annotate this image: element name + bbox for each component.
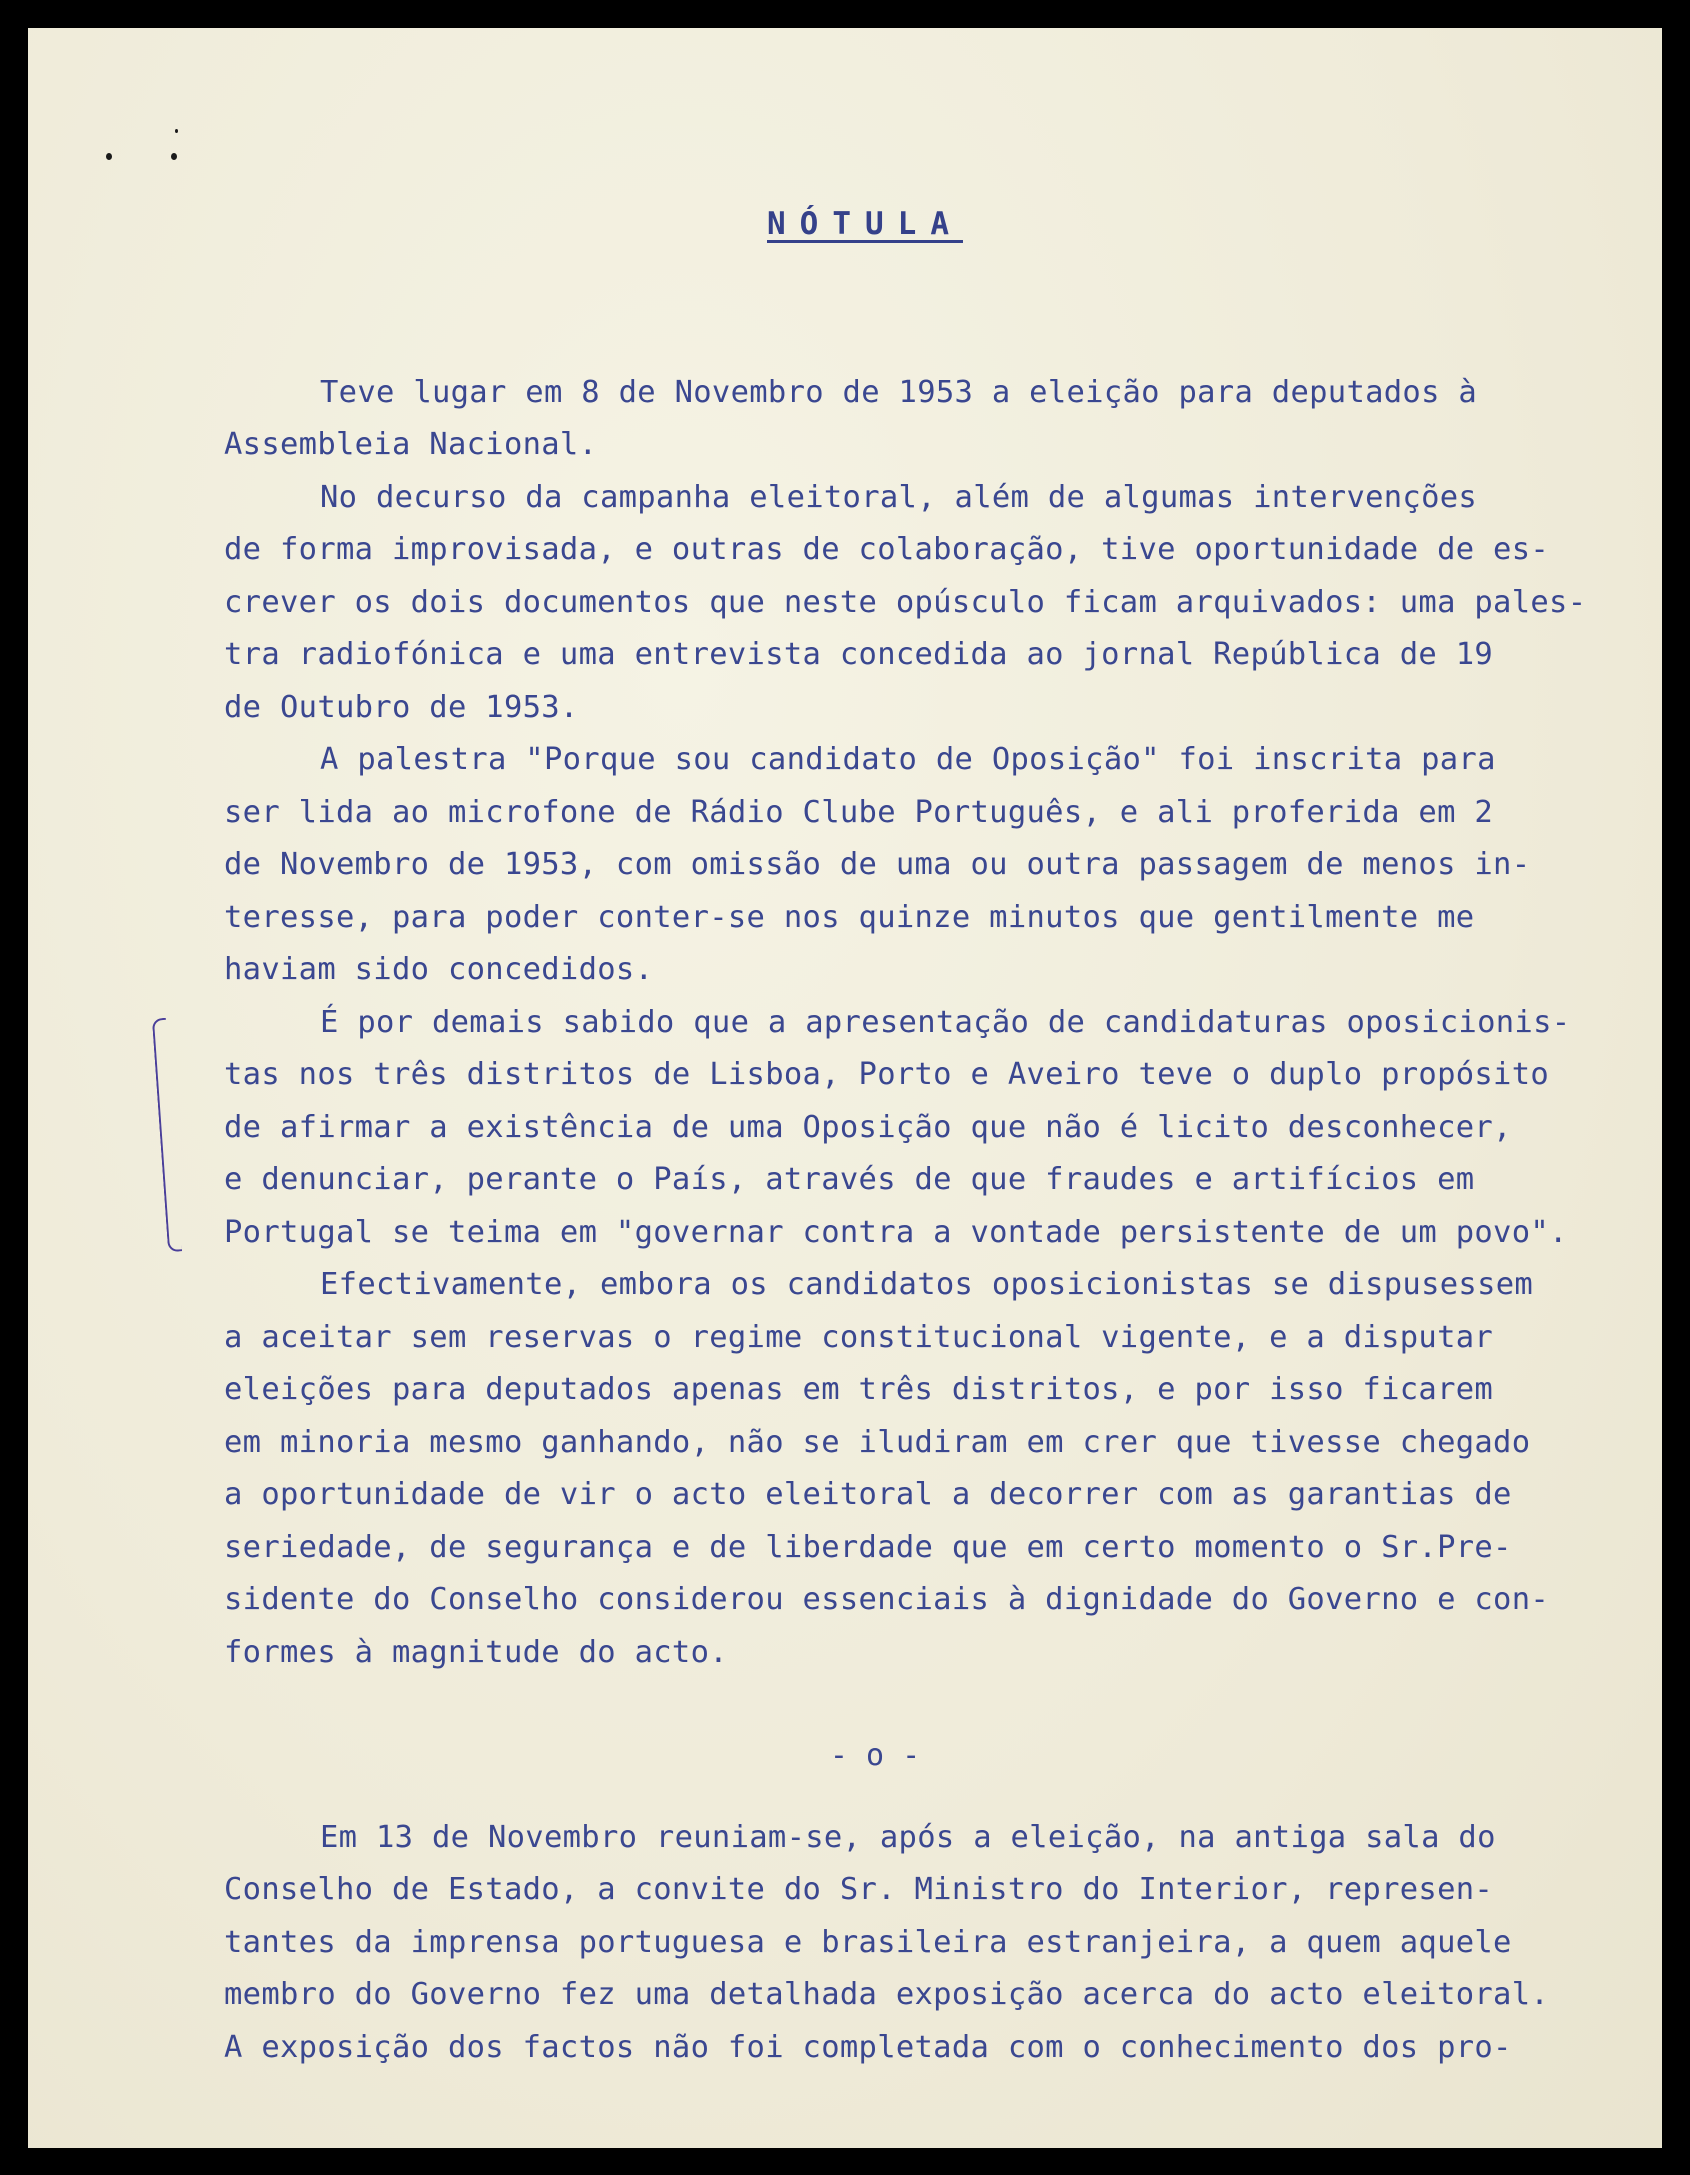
text-line: Teve lugar em 8 de Novembro de 1953 a eleição para deputados à (320, 375, 1478, 410)
text-line: Assembleia Nacional. (224, 427, 598, 462)
document-title: NÓTULA (767, 206, 963, 242)
text-line: de forma improvisada, e outras de colaboração, tive oportunidade de es- (224, 532, 1550, 567)
text-line: de afirmar a existência de uma Oposição que não é licito desconhecer, (224, 1110, 1512, 1145)
punch-marks (103, 123, 253, 173)
text-line: haviam sido concedidos. (224, 952, 654, 987)
text-line: e denunciar, perante o País, através de que fraudes e artifícios em (224, 1162, 1475, 1197)
text-line: Em 13 de Novembro reuniam-se, após a eleição, na antiga sala do (320, 1820, 1496, 1855)
text-line: teresse, para poder conter-se nos quinze minutos que gentilmente me (224, 900, 1475, 935)
text-line: de Outubro de 1953. (224, 690, 579, 725)
text-line: É por demais sabido que a apresentação de candidaturas oposicionis- (320, 1005, 1571, 1040)
text-line: A palestra "Porque sou candidato de Oposição" foi inscrita para (320, 742, 1496, 777)
text-line: tantes da imprensa portuguesa e brasileira estranjeira, a quem aquele (224, 1925, 1512, 1960)
text-line: membro do Governo fez uma detalhada exposição acerca do acto eleitoral. (224, 1977, 1550, 2012)
text-line: tra radiofónica e uma entrevista concedida ao jornal República de 19 (224, 637, 1494, 672)
text-line: a aceitar sem reservas o regime constitucional vigente, e a disputar (224, 1320, 1494, 1355)
text-line: Portugal se teima em "governar contra a vontade persistente de um povo". (224, 1215, 1568, 1250)
text-line: eleições para deputados apenas em três distritos, e por isso ficarem (224, 1372, 1494, 1407)
text-line: de Novembro de 1953, com omissão de uma ou outra passagem de menos in- (224, 847, 1531, 882)
margin-bracket-mark (152, 1018, 182, 1252)
document-page (28, 28, 1662, 2148)
section-divider: - o - (829, 1738, 921, 1773)
text-line: sidente do Conselho considerou essenciais à dignidade do Governo e con- (224, 1582, 1550, 1617)
text-line: A exposição dos factos não foi completada com o conhecimento dos pro- (224, 2030, 1512, 2065)
text-line: crever os dois documentos que neste opúsculo ficam arquivados: uma pales- (224, 585, 1587, 620)
text-line: Conselho de Estado, a convite do Sr. Ministro do Interior, represen- (224, 1872, 1494, 1907)
text-line: No decurso da campanha eleitoral, além de algumas intervenções (320, 480, 1478, 515)
text-line: seriedade, de segurança e de liberdade que em certo momento o Sr.Pre- (224, 1530, 1512, 1565)
text-line: tas nos três distritos de Lisboa, Porto e Aveiro teve o duplo propósito (224, 1057, 1550, 1092)
text-line: ser lida ao microfone de Rádio Clube Português, e ali proferida em 2 (224, 795, 1494, 830)
text-line: em minoria mesmo ganhando, não se iludiram em crer que tivesse chegado (224, 1425, 1531, 1460)
text-line: a oportunidade de vir o acto eleitoral a decorrer com as garantias de (224, 1477, 1512, 1512)
text-line: Efectivamente, embora os candidatos oposicionistas se dispusessem (320, 1267, 1534, 1302)
text-line: formes à magnitude do acto. (224, 1635, 728, 1670)
